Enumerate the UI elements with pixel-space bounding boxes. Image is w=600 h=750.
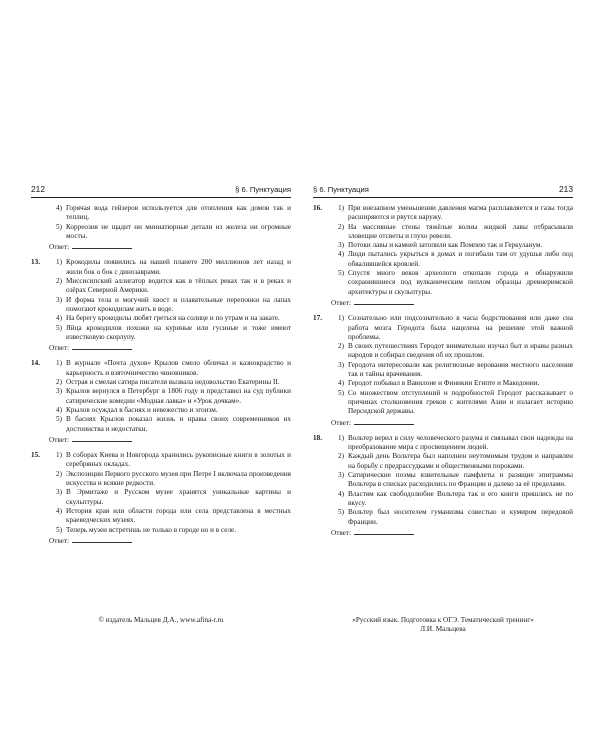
left-page-number: 212 — [31, 184, 45, 194]
list-item: 3) Потоки лавы и камней затопили как Помпею так и Геркуланум. — [338, 241, 543, 250]
right-page-number: 213 — [559, 184, 573, 194]
right-page — [313, 183, 573, 633]
task-15 — [31, 451, 291, 546]
list-item: 1) Крокодилы появились на нашей планете 200 миллионов лет назад и жили бок о бок с динозаврами. — [56, 258, 291, 276]
left-footer: © издатель Мальцев Д.А., www.afina-r.ru — [98, 616, 224, 624]
right-content — [313, 198, 573, 538]
list-item: 4) Люди пытались укрыться в домах и погибали там от удушья либо под обвалившейся кровлей. — [338, 250, 573, 268]
task-14 — [31, 359, 291, 445]
answer-blank[interactable] — [354, 417, 414, 425]
list-item: 3) Геродота интересовали как религиозные верования местного населения так и тайны врачевания. — [338, 360, 573, 379]
list-item: 4) Крылов осуждал в баснях и невежество и эгоизм. — [56, 405, 218, 414]
answer-line: Ответ: — [331, 417, 573, 428]
list-item: 5) Корреозия не щадит ни миниатюрные детали из железа ни огромные мосты. — [56, 222, 291, 240]
task-number: 17. — [313, 314, 322, 323]
list-item: 1) Вольтер верил в силу человеческого разума и связывал свои надежды на преобразование мира с просвещением людей. — [338, 433, 573, 452]
left-running-head — [31, 183, 291, 198]
task-number: 15. — [31, 451, 40, 460]
answer-blank[interactable] — [72, 342, 132, 350]
left-content — [31, 198, 291, 546]
answer-blank[interactable] — [354, 297, 414, 305]
answer-line: Ответ: — [331, 527, 573, 538]
answer-line: Ответ: — [331, 297, 573, 308]
right-section-title: § 6. Пунктуация — [313, 185, 369, 194]
list-item: 4) Геродот побывал в Вавилоне и Финикии Египте и Македонии. — [338, 379, 540, 388]
list-item: 2) В своих путешествиях Геродот внимательно изучал быт и нравы разных народов и собирал сведения об их прошлом. — [338, 342, 573, 360]
list-item: 5) Спустя много веков археологи откопали города и обнаружили сохранившиеся под вулканическим пеплом образцы древнеримской архитектуры и скульптуры. — [338, 269, 573, 296]
answer-line: Ответ: — [49, 535, 291, 546]
list-item: 3) И форма тела и могучий хвост и плавательные перепонки на лапах помогают крокодилам жить в воде. — [56, 295, 291, 313]
list-item: 3) В Эрмитаже и Русском музее хранятся уникальные картины и скульптуры. — [56, 488, 291, 506]
task-17 — [313, 314, 573, 428]
list-item: 2) Острая и смелая сатира писателя вызвала недовольство Екатерины II. — [56, 378, 280, 387]
task-13 — [31, 258, 291, 353]
list-item: 1) Сознательно или подсознательно в часы бодрствования или даже сна работа мозга Геродота была нацелена на решение этой важной проблемы. — [338, 314, 573, 341]
list-item: 5) Вольтер был носителем гуманизма совестью и кумиром передовой Франции. — [338, 508, 573, 526]
list-item: 4) Горячая вода гейзеров используется для отопления как домов так и теплиц. — [56, 204, 291, 222]
list-item: 2) На массивные стены тяжёлые волны жидкой лавы отбрасывали зловещие отсветы и глухо ревели. — [338, 222, 573, 240]
right-footer — [313, 616, 573, 634]
list-item: 4) История края или области города или села представлена в местных краеведческих музеях. — [56, 506, 291, 525]
left-section-title: § 6. Пунктуация — [235, 185, 291, 194]
task-number: 16. — [313, 204, 322, 212]
list-item: 4) На берегу крокодилы любят греться на солнце и по утрам и на закате. — [56, 314, 280, 323]
right-footer-title: «Русский язык. Подготовка к ОГЭ. Тематический тренинг» — [352, 616, 534, 624]
answer-blank[interactable] — [72, 535, 132, 543]
answer-blank[interactable] — [72, 434, 132, 442]
list-item: 2) Каждый день Вольтера был наполнен неутомимым трудом и направлен на борьбу с предрассудками и общественными пороками. — [338, 452, 573, 470]
right-footer-author: Л.И. Мальцева — [420, 625, 466, 633]
left-page — [31, 183, 291, 624]
list-item: 2) Миссисипский аллигатор водится как в тёплых реках так и в реках и озёрах Северной Америки. — [56, 277, 291, 295]
list-item: 3) Крылов вернулся в Петербург в 1806 году и представил на суд публики сатирические комедии «Модная лавка» и «Урок дочкам». — [56, 387, 291, 405]
list-item: 5) В баснях Крылов показал жизнь и нравы своих современников их достоинства и недостатки. — [56, 415, 291, 433]
list-item: 5) Яйца крокодилов похожи на куриные или гусиные и тоже имеют известковую скорлупу. — [56, 323, 291, 341]
list-item: 5) Со множеством отступлений и подробностей Геродот рассказывает о причинах столкновения греков с жителями Азии и излагает историю Персидской державы. — [338, 388, 573, 416]
list-item: 1) В соборах Киева и Новгорода хранились рукописные книги в золотых и серебряных окладах. — [56, 451, 291, 469]
list-item: 1) При внезапном уменьшении давления магма расплавляется и газы тогда расширяются и рвутся наружу. — [338, 204, 573, 222]
answer-line: Ответ: — [49, 342, 291, 353]
task-12-continuation — [31, 204, 291, 252]
answer-blank[interactable] — [72, 241, 132, 249]
list-item: 3) Сатирические поэмы язвительные памфлеты и разящие эпиграммы Вольтера в списках расходились по Франции и далеко за её пределами. — [338, 471, 573, 489]
task-number: 18. — [313, 433, 322, 442]
task-16 — [313, 204, 573, 308]
answer-line: Ответ: — [49, 434, 291, 445]
task-18 — [313, 434, 573, 538]
task-number: 14. — [31, 359, 40, 368]
answer-blank[interactable] — [354, 527, 414, 535]
answer-line: Ответ: — [49, 241, 291, 252]
list-item: 1) В журнале «Почта духов» Крылов смело обличал и казнокрадство и карьерность и взяточничество чиновников. — [56, 359, 291, 377]
task-number: 13. — [31, 258, 40, 267]
list-item: 4) Властям как свободолюбие Вольтера так и его книги пришлись не по вкусу. — [338, 489, 573, 507]
list-item: 5) Теперь музеи встретишь не только в городе но и в селе. — [56, 525, 237, 534]
list-item: 2) Экспозиции Первого русского музея при Петре I включала произведения искусства и всякие редкости. — [56, 469, 291, 488]
right-running-head — [313, 183, 573, 198]
